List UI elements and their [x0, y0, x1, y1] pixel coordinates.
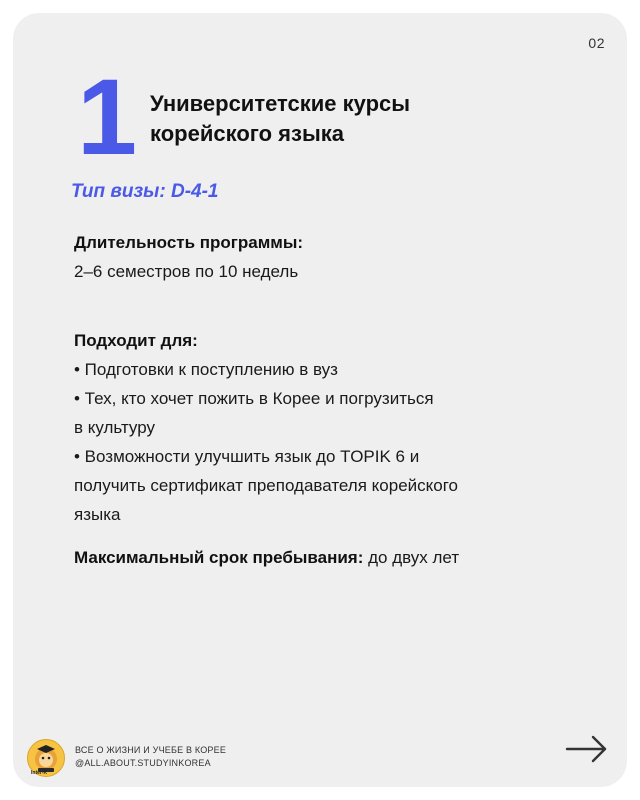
- suitable-item-1-line-1: • Подготовки к поступлению в вуз: [74, 360, 338, 379]
- max-stay-value: до двух лет: [368, 548, 460, 567]
- suitable-item-2-line-1: • Тех, кто хочет пожить в Корее и погрузиться: [74, 389, 434, 408]
- logo-text: Inter-K: [31, 770, 48, 776]
- duration-section: [74, 228, 574, 286]
- suitable-item-3-line-3: языка: [74, 505, 121, 524]
- duration-heading: Длительность программы:: [74, 233, 304, 252]
- footer-line-1: ВСЕ О ЖИЗНИ И УЧЕБЕ В КОРЕЕ: [75, 745, 227, 755]
- max-stay-heading: Максимальный срок пребывания:: [74, 548, 364, 567]
- title-line-2: корейского языка: [150, 121, 344, 146]
- duration-value: 2–6 семестров по 10 недель: [74, 262, 299, 281]
- suitable-section: [74, 326, 574, 529]
- visa-type: Тип визы: D-4-1: [71, 181, 219, 202]
- suitable-item-3-line-1: • Возможности улучшить язык до TOPIK 6 и: [74, 447, 420, 466]
- section-number: 1: [77, 56, 134, 177]
- suitable-item-1: [74, 355, 574, 384]
- title-line-1: Университетские курсы: [150, 91, 411, 116]
- footer-text: [75, 744, 226, 770]
- page-number: 02: [588, 35, 605, 51]
- max-stay-section: [74, 543, 574, 572]
- suitable-item-2-line-2: в культуру: [74, 418, 156, 437]
- footer-line-2: @ALL.ABOUT.STUDYINKOREA: [75, 758, 211, 768]
- slide-title: [150, 89, 570, 149]
- suitable-item-3-line-2: получить сертификат преподавателя корейского: [74, 476, 459, 495]
- suitable-item-3: [74, 442, 574, 529]
- suitable-heading: Подходит для:: [74, 331, 198, 350]
- suitable-item-2: [74, 384, 574, 442]
- arrow-right-icon[interactable]: [565, 734, 609, 764]
- slide-card: [13, 13, 627, 787]
